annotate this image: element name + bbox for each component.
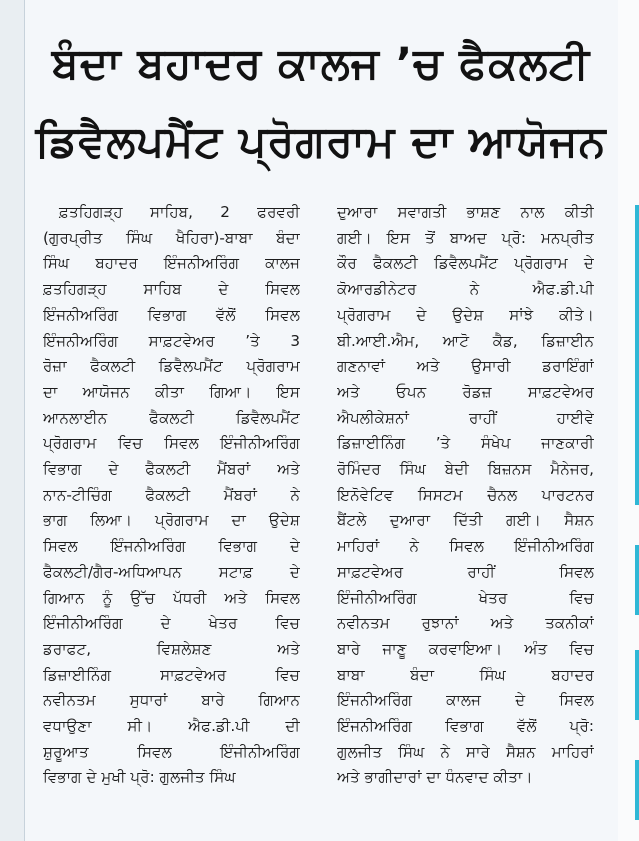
headline-line-1: ਬੰਦਾ ਬਹਾਦਰ ਕਾਲਜ ’ਚ ਫੈਕਲਟੀ (51, 39, 591, 89)
article-text-line: ਆਨਲਾਈਨ ਫੈਕਲਟੀ ਡਿਵੈਲਪਮੈਂਟ (43, 408, 300, 427)
article-text-line: ਗਣਨਾਵਾਂ ਅਤੇ ਉਸਾਰੀ ਡਰਾਇੰਗਾਂ (337, 357, 594, 376)
article-text-line: ਪ੍ਰੋਗਰਾਮ ਦੇ ਉਦੇਸ਼ ਸਾਂਝੇ ਕੀਤੇ। (337, 305, 594, 324)
article-text-line: ਵਧਾਉਣਾ ਸੀ। ਐਫ.ਡੀ.ਪੀ ਦੀ (43, 717, 300, 736)
article-text-line: ਐਪਲੀਕੇਸ਼ਨਾਂ ਰਾਹੀਂ ਹਾਈਵੇ (337, 408, 594, 427)
article-text-line: ਮਾਹਿਰਾਂ ਨੇ ਸਿਵਲ ਇੰਜੀਨੀਅਰਿੰਗ (337, 537, 594, 556)
article-text-line: ਦਾ ਆਯੋਜਨ ਕੀਤਾ ਗਿਆ। ਇਸ (43, 382, 300, 401)
article-text-line: ਇੰਜਨੀਅਰਿੰਗ ਕਾਲਜ ਦੇ ਸਿਵਲ (337, 691, 594, 710)
article-right-column (337, 200, 594, 791)
article-text-line: ਰੋਜ਼ਾ ਫੈਕਲਟੀ ਡਿਵੈਲਪਮੈਂਟ ਪ੍ਰੋਗਰਾਮ (43, 357, 300, 376)
article-text-line: ਇੰਜਨੀਅਰਿੰਗ ਵਿਭਾਗ ਵੱਲੋਂ ਸਿਵਲ (43, 305, 300, 324)
article-text-line: ਡਿਜ਼ਾਈਨਿੰਗ ਸਾਫ਼ਟਵੇਅਰ ਵਿਚ (43, 665, 300, 684)
article-text-line: ਵਿਭਾਗ ਦੇ ਫੈਕਲਟੀ ਮੈਂਬਰਾਂ ਅਤੇ (43, 460, 300, 479)
article-text-line: ਫੈਕਲਟੀ/ਗੈਰ-ਅਧਿਆਪਨ ਸਟਾਫ਼ ਦੇ (43, 562, 300, 581)
article-text-line: ਨਵੀਨਤਮ ਰੁਝਾਨਾਂ ਅਤੇ ਤਕਨੀਕਾਂ (337, 614, 594, 633)
article-text-line: ਫ਼ਤਹਿਗੜ੍ਹ ਸਾਹਿਬ, 2 ਫਰਵਰੀ (59, 203, 300, 221)
article-text-line: ਡਿਜ਼ਾਈਨਿੰਗ ’ਤੇ ਸੰਖੇਪ ਜਾਣਕਾਰੀ (337, 434, 594, 453)
article-text-line: (ਗੁਰਪ੍ਰੀਤ ਸਿੰਘ ਖੈਹਿਰਾ)-ਬਾਬਾ ਬੰਦਾ (43, 228, 300, 247)
article-text-line: ਬੈਂਟਲੇ ਦੁਆਰਾ ਦਿੱਤੀ ਗਈ। ਸੈਸ਼ਨ (337, 511, 594, 530)
page-edge-strip (618, 0, 639, 841)
article-headline (30, 25, 612, 181)
article-text-line: ਅਤੇ ਭਾਗੀਦਾਰਾਂ ਦਾ ਧੰਨਵਾਦ ਕੀਤਾ। (337, 768, 533, 787)
article-text-line: ਡਰਾਫਟ, ਵਿਸ਼ਲੇਸ਼ਣ ਅਤੇ (43, 639, 300, 658)
article-text-line: ਫ਼ਤਹਿਗੜ੍ਹ ਸਾਹਿਬ ਦੇ ਸਿਵਲ (43, 280, 300, 299)
article-text-line: ਕੌਰ ਫੈਕਲਟੀ ਡਿਵੈਲਪਮੈਂਟ ਪ੍ਰੋਗਰਾਮ ਦੇ (337, 254, 594, 273)
article-text-line: ਇੰਜੀਨੀਅਰਿੰਗ ਦੇ ਖੇਤਰ ਵਿਚ (43, 614, 300, 633)
cyan-edge-bar (635, 760, 639, 820)
article-text-line: ਇੰਜਨੀਅਰਿੰਗ ਵਿਭਾਗ ਵੱਲੋਂ ਪ੍ਰੋ: (337, 717, 594, 736)
article-text-line: ਰੋਮਿੰਦਰ ਸਿੰਘ ਬੇਦੀ ਬਿਜ਼ਨਸ ਮੈਨੇਜਰ, (337, 460, 594, 479)
article-text-line: ਕੋਆਰਡੀਨੇਟਰ ਨੇ ਐਫ.ਡੀ.ਪੀ (337, 280, 594, 299)
article-text-line: ਭਾਗ ਲਿਆ। ਪ੍ਰੋਗਰਾਮ ਦਾ ਉਦੇਸ਼ (43, 511, 300, 530)
article-text-line: ਵਿਭਾਗ ਦੇ ਮੁਖੀ ਪ੍ਰੋ: ਗੁਲਜੀਤ ਸਿੰਘ (43, 768, 236, 787)
article-text-line: ਪ੍ਰੋਗਰਾਮ ਵਿਚ ਸਿਵਲ ਇੰਜੀਨੀਅਰਿੰਗ (43, 434, 300, 453)
article-text-line: ਇੰਜਨੀਅਰਿੰਗ ਸਾਫ਼ਟਵੇਅਰ ’ਤੇ 3 (43, 331, 300, 350)
article-text-line: ਸ਼ੁਰੂਆਤ ਸਿਵਲ ਇੰਜੀਨੀਅਰਿੰਗ (43, 742, 300, 761)
headline-line-2: ਡਿਵੈਲਪਮੈਂਟ ਪ੍ਰੋਗਰਾਮ ਦਾ ਆਯੋਜਨ (35, 117, 607, 167)
article-text-line: ਸਾਫ਼ਟਵੇਅਰ ਰਾਹੀਂ ਸਿਵਲ (337, 562, 594, 581)
article-text-line: ਅਤੇ ਓਪਨ ਰੋਡਜ਼ ਸਾਫ਼ਟਵੇਅਰ (337, 382, 594, 401)
article-text-line: ਸਿੰਘ ਬਹਾਦਰ ਇੰਜਨੀਅਰਿੰਗ ਕਾਲਜ (43, 254, 300, 273)
article-text-line: ਗਿਆਨ ਨੂੰ ਉੱਚ ਪੱਧਰੀ ਅਤੇ ਸਿਵਲ (43, 588, 300, 607)
article-text-line: ਬਾਬਾ ਬੰਦਾ ਸਿੰਘ ਬਹਾਦਰ (337, 665, 594, 684)
article-text-line: ਦੁਆਰਾ ਸਵਾਗਤੀ ਭਾਸ਼ਣ ਨਾਲ ਕੀਤੀ (337, 203, 594, 221)
cyan-edge-bar (635, 205, 639, 505)
article-text-line: ਇੰਜੀਨੀਅਰਿੰਗ ਖੇਤਰ ਵਿਚ (337, 588, 594, 607)
article-text-line: ਨਾਨ-ਟੀਚਿੰਗ ਫੈਕਲਟੀ ਮੈਂਬਰਾਂ ਨੇ (43, 485, 300, 504)
cyan-edge-bar (635, 545, 639, 615)
article-text-line: ਬਾਰੇ ਜਾਣੂ ਕਰਵਾਇਆ। ਅੰਤ ਵਿਚ (337, 639, 594, 658)
article-text-line: ਗੁਲਜੀਤ ਸਿੰਘ ਨੇ ਸਾਰੇ ਸੈਸ਼ਨ ਮਾਹਿਰਾਂ (337, 742, 594, 761)
article-left-column (43, 200, 300, 791)
clipping-edge (24, 0, 25, 841)
article-text-line: ਗਈ। ਇਸ ਤੋਂ ਬਾਅਦ ਪ੍ਰੋ: ਮਨਪ੍ਰੀਤ (337, 228, 594, 247)
cyan-edge-bar (635, 650, 639, 720)
article-text-line: ਇਨੋਵੇਟਿਵ ਸਿਸਟਮ ਚੈਨਲ ਪਾਰਟਨਰ (337, 485, 594, 504)
article-text-line: ਸਿਵਲ ਇੰਜਨੀਅਰਿੰਗ ਵਿਭਾਗ ਦੇ (43, 537, 300, 556)
article-text-line: ਬੀ.ਆਈ.ਐਮ, ਆਟੋ ਕੈਡ, ਡਿਜ਼ਾਈਨ (337, 331, 594, 350)
article-text-line: ਨਵੀਨਤਮ ਸੁਧਾਰਾਂ ਬਾਰੇ ਗਿਆਨ (43, 691, 300, 710)
